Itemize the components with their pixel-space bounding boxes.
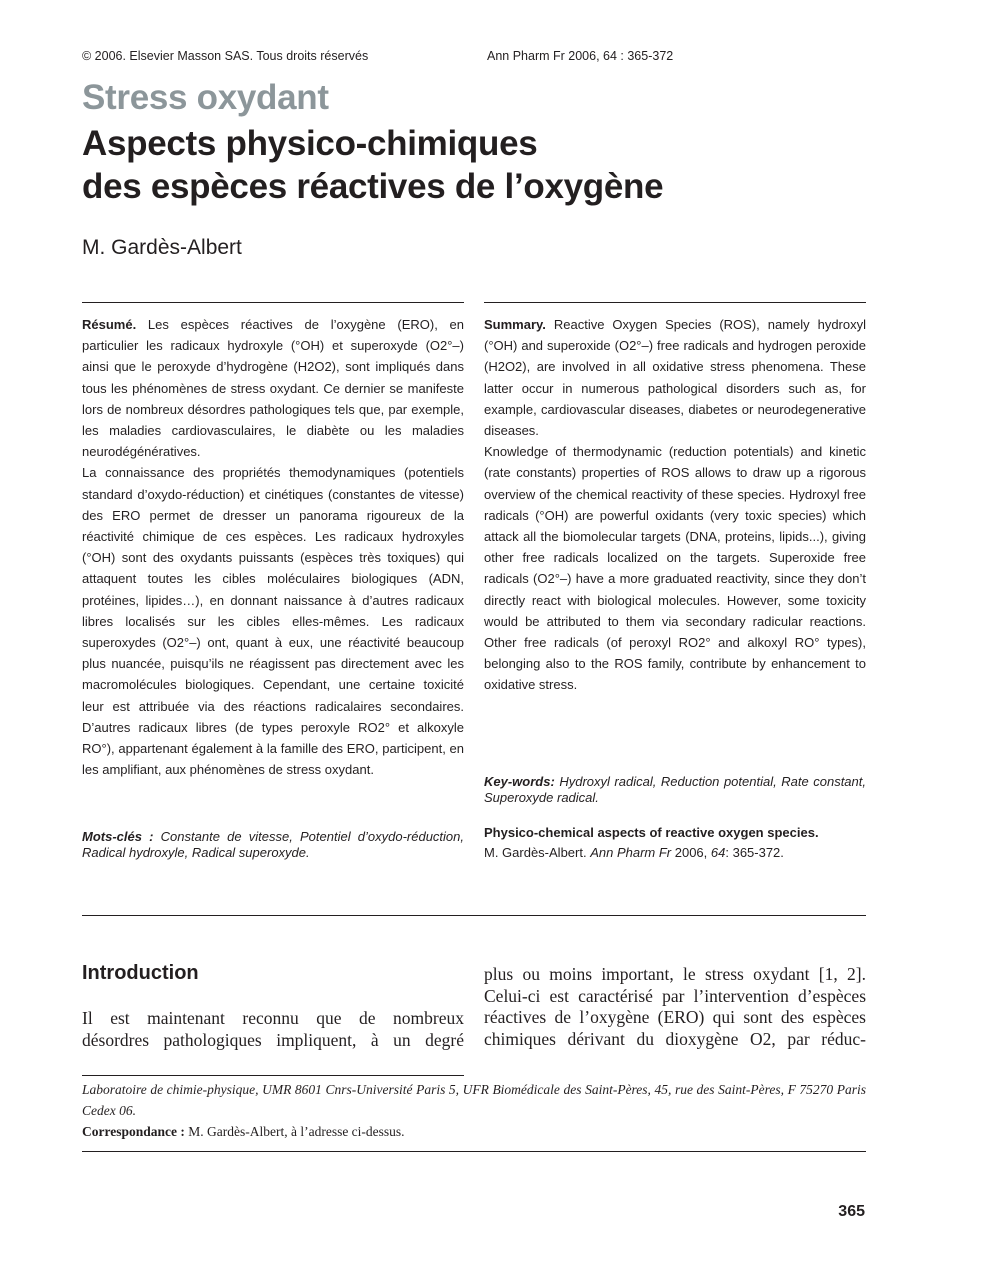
resume-paragraph-2: La connaissance des propriétés themodynamiques (potentiels standard d’oxydo-réduction) et cinétiques (constantes de vitesse) des ERO permet de dresser un panorama rigoureux de la réactivité chimique de ces espèces. Les radicaux hydroxyles (°OH) sont des oxydants puissants (espèces très toxiques) qui attaquent toutes les cibles moléculaires biologiques (ADN, protéines, lipides…), en donnant naissance à d’autres radicaux libres localisés sur les cibles elles-mêmes. Les radicaux superoxydes (O2°–) ont, quant à eux, une réactivité beaucoup plus nuancée, puisqu’ils ne réagissent pas directement avec les macromolécules biologiques. Cependant, une certaine toxicité leur est attribuée via des réactions radicalaires secondaires. D’autres radicaux libres (de types peroxyle RO2° et alkoxyle RO°), appartenant également à la famille des ERO, participent, en les amplifiant, aux phénomènes de stress oxydant. (82, 465, 464, 778)
copyright-notice: © 2006. Elsevier Masson SAS. Tous droits réservés (82, 49, 369, 63)
correspondance-label: Correspondance : (82, 1124, 185, 1139)
citation-journal: Ann Pharm Fr (590, 845, 672, 860)
divider (484, 302, 866, 303)
page-number: 365 (838, 1203, 865, 1220)
text-line: réactives de l’oxygène (ERO) qui sont des espèces (484, 1007, 866, 1027)
summary-abstract (484, 314, 866, 696)
divider (82, 915, 866, 916)
divider (82, 302, 464, 303)
text-line: désordres pathologiques impliquent, à un degré (82, 1029, 464, 1050)
mots-cles-label: Mots-clés : (82, 829, 154, 844)
affiliation-footnote: Laboratoire de chimie-physique, UMR 8601 Cnrs-Université Paris 5, UFR Biomédicale des Saint-Pères, 45, rue des Saint-Pères, F 75270 Paris Cedex 06. (82, 1082, 866, 1118)
citation: Physico-chemical aspects of reactive oxygen species. M. Gardès-Albert. Ann Pharm Fr 2006, 64: 365-372. (484, 825, 819, 860)
resume-abstract (82, 314, 464, 780)
introduction-heading: Introduction (82, 962, 199, 984)
mots-cles: Mots-clés : Constante de vitesse, Potentiel d’oxydo-réduction, Radical hydroxyle, Radical superoxyde. (82, 829, 465, 860)
resume-label: Résumé. (82, 317, 137, 332)
journal-reference: Ann Pharm Fr 2006, 64 : 365-372 (487, 49, 674, 63)
summary-paragraph-1: Summary. Reactive Oxygen Species (ROS), namely hydroxyl (°OH) and superoxide (O2°–) free radicals and hydrogen peroxide (H2O2), are involved in all oxidative stress phenomena. These latter occur in numerous pathological disorders such as, for example, cardiovascular diseases, diabetes or neurodegenerative diseases. (484, 317, 866, 439)
correspondance-footnote: Correspondance : M. Gardès-Albert, à l’adresse ci-dessus. (82, 1124, 405, 1139)
divider (82, 1151, 866, 1152)
citation-volume: 64 (710, 845, 726, 860)
author-name: M. Gardès-Albert (82, 236, 242, 259)
text-line: plus ou moins important, le stress oxydant [1, 2]. (484, 964, 866, 984)
introduction-left-column (82, 1008, 464, 1051)
keywords: Key-words: Hydroxyl radical, Reduction potential, Rate constant, Superoxyde radical. (484, 774, 866, 805)
text-line: chimiques dérivant du dioxygène O2, par réduc- (484, 1028, 866, 1049)
resume-paragraph-1: Résumé. Les espèces réactives de l’oxygène (ERO), en particulier les radicaux hydroxyle (°OH) et superoxyde (O2°–) ainsi que le peroxyde d’hydrogène (H2O2), sont impliqués dans tous les phénomènes de stress oxydant. Ce dernier se manifeste lors de nombreux désordres pathologiques tels que, par exemple, les maladies cardiovasculaires, le diabète ou les maladies neurodégénératives. (82, 317, 464, 460)
article-title-line-2: des espèces réactives de l’oxygène (82, 167, 664, 206)
footnote-divider (82, 1075, 464, 1076)
article-title-line-1: Aspects physico-chimiques (82, 124, 538, 163)
summary-label: Summary. (484, 317, 546, 332)
citation-title: Physico-chemical aspects of reactive oxygen species. (484, 825, 819, 840)
citation-authors: M. Gardès-Albert. (484, 845, 591, 860)
keywords-label: Key-words: (484, 774, 555, 789)
text-line: Celui-ci est caractérisé par l’intervention d’espèces (484, 985, 866, 1006)
section-label: Stress oxydant (82, 78, 329, 117)
introduction-right-column (484, 964, 866, 1050)
text-line: Il est maintenant reconnu que de nombreux (82, 1008, 464, 1028)
summary-paragraph-2: Knowledge of thermodynamic (reduction potentials) and kinetic (rate constants) properties of ROS allows to draw up a rigorous overview of the chemical reactivity of these species. Hydroxyl free radicals (°OH) are powerful oxidants (very toxic species) which attack all the biomolecular targets (DNA, proteins, lipids...), giving other free radicals localized on the targets. Superoxide free radicals (O2°–) have a more graduated reactivity, since they don’t directly react with biological molecules. However, some toxicity would be attributed to them via secondary radicular reactions. Other free radicals (of peroxyl RO2° and alkoxyl RO° types), belonging also to the ROS family, contribute by enhancement to oxidative stress. (484, 444, 866, 693)
